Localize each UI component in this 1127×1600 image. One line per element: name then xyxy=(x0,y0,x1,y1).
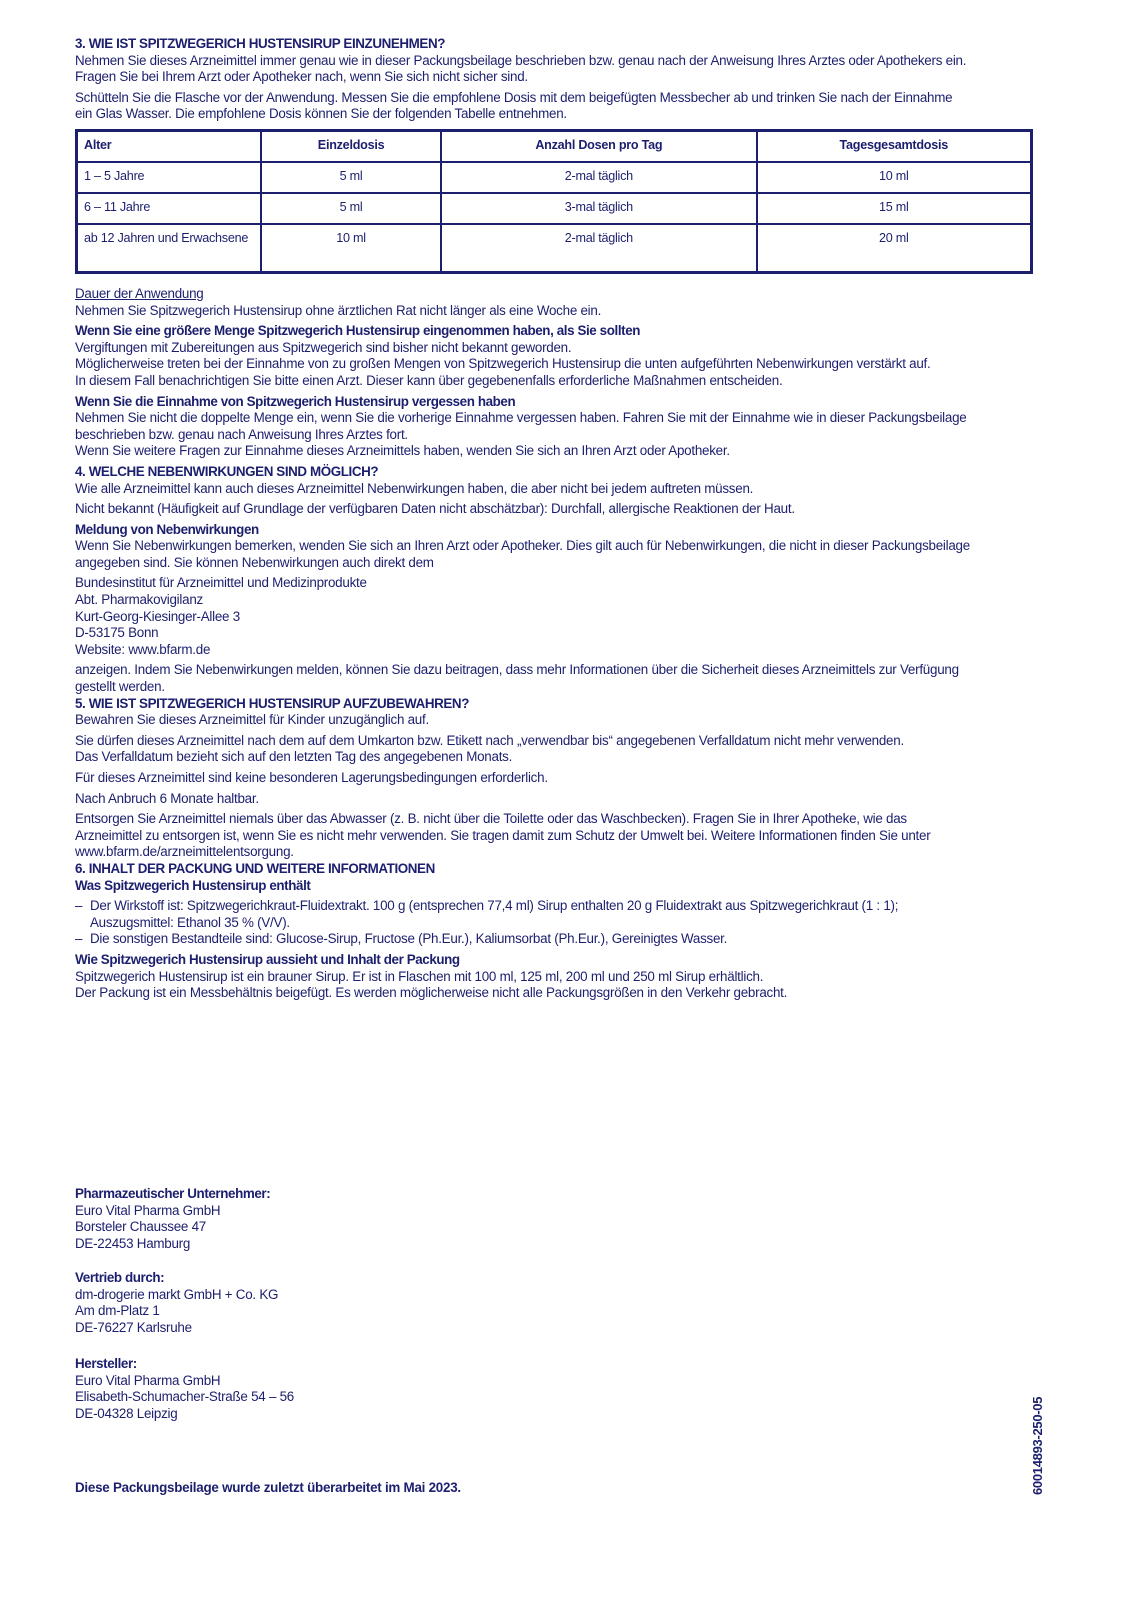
storage-children: Bewahren Sie dieses Arzneimittel für Kinder unzugänglich auf. xyxy=(75,712,429,728)
expiry-line-1: Sie dürfen dieses Arzneimittel nach dem auf dem Umkarton bzw. Etikett nach „verwendbar bis“ angegebenen Verfalldatum nicht mehr verwenden. xyxy=(75,732,904,748)
manufacturer-label: Hersteller: xyxy=(75,1356,137,1371)
cell-doses-per-day: 3-mal täglich xyxy=(441,193,756,224)
section-4-heading: 4. WELCHE NEBENWIRKUNGEN SIND MÖGLICH? xyxy=(75,463,379,479)
cell-doses-per-day: 2-mal täglich xyxy=(441,162,756,193)
overdose-line-3: In diesem Fall benachrichtigen Sie bitte einen Arzt. Dieser kann über gegebenenfalls erforderliche Maßnahmen entscheiden. xyxy=(75,372,783,388)
cell-daily-total: 10 ml xyxy=(757,162,1032,193)
table-row xyxy=(77,224,1032,273)
storage-conditions: Für dieses Arzneimittel sind keine besonderen Lagerungsbedingungen erforderlich. xyxy=(75,770,548,785)
expiry-line-2: Das Verfalldatum bezieht sich auf den letzten Tag des angegebenen Monats. xyxy=(75,749,513,765)
forgot-heading: Wenn Sie die Einnahme von Spitzwegerich Hustensirup vergessen haben xyxy=(75,393,516,409)
address-line: Bundesinstitut für Arzneimittel und Medizinprodukte xyxy=(75,575,367,591)
side-effects-line-2: Nicht bekannt (Häufigkeit auf Grundlage der verfügbaren Daten nicht abschätzbar): Durchfall, allergische Reaktionen der Haut. xyxy=(75,501,795,517)
distributor-label: Vertrieb durch: xyxy=(75,1270,165,1285)
shake-line-2: ein Glas Wasser. Die empfohlene Dosis können Sie der folgenden Tabelle entnehmen. xyxy=(75,106,567,122)
manufacturer-line: Elisabeth-Schumacher-Straße 54 – 56 xyxy=(75,1389,295,1405)
header-age: Alter xyxy=(77,130,262,162)
cell-age: ab 12 Jahren und Erwachsene xyxy=(77,224,262,273)
cell-age: 6 – 11 Jahre xyxy=(77,193,262,224)
section-3-heading: 3. WIE IST SPITZWEGERICH HUSTENSIRUP EINZUNEHMEN? xyxy=(75,36,445,51)
shake-line-1: Schütteln Sie die Flasche vor der Anwendung. Messen Sie die empfohlene Dosis mit dem beigefügten Messbecher ab und trinken Sie nach der Einnahme xyxy=(75,89,953,105)
active-ingredient-line-2: Auszugsmittel: Ethanol 35 % (V/V). xyxy=(90,914,290,930)
report-closing-line-2: gestellt werden. xyxy=(75,679,165,695)
report-heading: Meldung von Nebenwirkungen xyxy=(75,521,259,537)
disposal-link[interactable]: www.bfarm.de/arzneimittelentsorgung. xyxy=(75,844,294,860)
distributor-line: DE-76227 Karlsruhe xyxy=(75,1319,192,1335)
header-doses-per-day: Anzahl Dosen pro Tag xyxy=(441,130,756,162)
marketing-authorisation-holder xyxy=(75,1186,270,1252)
bfarm-address xyxy=(75,575,1045,658)
dosage-table xyxy=(75,129,1033,274)
cell-doses-per-day: 2-mal täglich xyxy=(441,224,756,273)
dash-bullet-icon: – xyxy=(75,931,83,947)
report-closing-line-1: anzeigen. Indem Sie Nebenwirkungen melden, können Sie dazu beitragen, dass mehr Informationen über die Sicherheit dieses Arzneimittels zur Verfügung xyxy=(75,662,959,678)
after-opening: Nach Anbruch 6 Monate haltbar. xyxy=(75,790,259,806)
section-3-intro-line-2: Fragen Sie bei Ihrem Arzt oder Apotheker nach, wenn Sie sich nicht sicher sind. xyxy=(75,69,528,85)
disposal-line-1: Entsorgen Sie Arzneimittel niemals über das Abwasser (z. B. nicht über die Toilette oder das Waschbecken). Fragen Sie in Ihrer Apotheke, wie das xyxy=(75,811,907,827)
manufacturer-line: DE-04328 Leipzig xyxy=(75,1405,178,1421)
manufacturer-line: Euro Vital Pharma GmbH xyxy=(75,1372,221,1388)
website-link[interactable]: Website: www.bfarm.de xyxy=(75,641,211,657)
contains-heading: Was Spitzwegerich Hustensirup enthält xyxy=(75,877,311,893)
header-daily-total: Tagesgesamtdosis xyxy=(757,130,1032,162)
appearance-line-2: Der Packung ist ein Messbehältnis beigefügt. Es werden möglicherweise nicht alle Packungsgrößen in den Verkehr gebracht. xyxy=(75,985,788,1001)
cell-age: 1 – 5 Jahre xyxy=(77,162,262,193)
other-ingredients: Die sonstigen Bestandteile sind: Glucose-Sirup, Fructose (Ph.Eur.), Kaliumsorbat (Ph.Eur.), Gereinigtes Wasser. xyxy=(90,931,728,947)
holder-line: Borsteler Chaussee 47 xyxy=(75,1219,206,1235)
address-line: Abt. Pharmakovigilanz xyxy=(75,592,203,608)
table-row xyxy=(77,162,1032,193)
header-single-dose: Einzeldosis xyxy=(261,130,441,162)
active-ingredient-line-1: Der Wirkstoff ist: Spitzwegerichkraut-Fluidextrakt. 100 g (entsprechen 77,4 ml) Sirup enthalten 20 g Fluidextrakt aus Spitzwegerichkraut (1 : 1); xyxy=(90,898,899,914)
cell-daily-total: 20 ml xyxy=(757,224,1032,273)
report-line-1: Wenn Sie Nebenwirkungen bemerken, wenden Sie sich an Ihren Arzt oder Apotheker. Dies gilt auch für Nebenwirkungen, die nicht in dieser Packungsbeilage xyxy=(75,538,970,554)
appearance-line-1: Spitzwegerich Hustensirup ist ein brauner Sirup. Er ist in Flaschen mit 100 ml, 125 ml, 200 ml und 250 ml Sirup erhältlich. xyxy=(75,968,764,984)
section-5-heading: 5. WIE IST SPITZWEGERICH HUSTENSIRUP AUFZUBEWAHREN? xyxy=(75,695,469,711)
forgot-line-1: Nehmen Sie nicht die doppelte Menge ein, wenn Sie die vorherige Einnahme vergessen haben. Fahren Sie mit der Einnahme wie in dieser Packungsbeilage xyxy=(75,410,967,426)
leaflet-body xyxy=(75,36,1045,1002)
side-effects-line-1: Wie alle Arzneimittel kann auch dieses Arzneimittel Nebenwirkungen haben, die aber nicht bei jedem auftreten müssen. xyxy=(75,480,754,496)
overdose-heading: Wenn Sie eine größere Menge Spitzwegerich Hustensirup eingenommen haben, als Sie sollten xyxy=(75,323,641,339)
revision-note: Diese Packungsbeilage wurde zuletzt überarbeitet im Mai 2023. xyxy=(75,1480,461,1495)
distributor xyxy=(75,1270,278,1336)
address-line: Kurt-Georg-Kiesinger-Allee 3 xyxy=(75,608,240,624)
holder-line: DE-22453 Hamburg xyxy=(75,1235,191,1251)
forgot-line-2: beschrieben bzw. genau nach Anweisung Ihres Arztes fort. xyxy=(75,426,408,442)
cell-daily-total: 15 ml xyxy=(757,193,1032,224)
manufacturer xyxy=(75,1356,294,1422)
duration-text: Nehmen Sie Spitzwegerich Hustensirup ohne ärztlichen Rat nicht länger als eine Woche ein. xyxy=(75,302,602,318)
overdose-line-1: Vergiftungen mit Zubereitungen aus Spitzwegerich sind bisher nicht bekannt geworden. xyxy=(75,339,572,355)
forgot-line-3: Wenn Sie weitere Fragen zur Einnahme dieses Arzneimittels haben, wenden Sie sich an Ihren Arzt oder Apotheker. xyxy=(75,443,730,459)
document-code: 60014893-250-05 xyxy=(1030,1396,1045,1495)
table-row xyxy=(77,193,1032,224)
section-3-intro-line-1: Nehmen Sie dieses Arzneimittel immer genau wie in dieser Packungsbeilage beschrieben bzw. genau nach der Anweisung Ihres Arztes oder Apothekers ein. xyxy=(75,52,967,68)
list-item xyxy=(75,931,1045,948)
holder-label: Pharmazeutischer Unternehmer: xyxy=(75,1186,271,1201)
distributor-line: dm-drogerie markt GmbH + Co. KG xyxy=(75,1286,279,1302)
distributor-line: Am dm-Platz 1 xyxy=(75,1303,160,1319)
overdose-line-2: Möglicherweise treten bei der Einnahme von zu großen Mengen von Spitzwegerich Hustensirup die unten aufgeführten Nebenwirkungen verstärkt auf. xyxy=(75,356,931,372)
section-6-heading: 6. INHALT DER PACKUNG UND WEITERE INFORMATIONEN xyxy=(75,860,435,876)
list-item xyxy=(75,898,1045,931)
dash-bullet-icon: – xyxy=(75,898,83,914)
dosage-table-header xyxy=(77,130,1032,162)
disposal-line-2: Arzneimittel zu entsorgen ist, wenn Sie es nicht mehr verwenden. Sie tragen damit zum Schutz der Umwelt bei. Weitere Informationen finden Sie unter xyxy=(75,827,931,843)
appearance-heading: Wie Spitzwegerich Hustensirup aussieht und Inhalt der Packung xyxy=(75,951,460,967)
cell-single-dose: 10 ml xyxy=(261,224,441,273)
report-line-2: angegeben sind. Sie können Nebenwirkungen auch direkt dem xyxy=(75,554,434,570)
duration-heading: Dauer der Anwendung xyxy=(75,285,204,301)
cell-single-dose: 5 ml xyxy=(261,193,441,224)
holder-line: Euro Vital Pharma GmbH xyxy=(75,1202,221,1218)
address-line: D-53175 Bonn xyxy=(75,625,159,641)
cell-single-dose: 5 ml xyxy=(261,162,441,193)
